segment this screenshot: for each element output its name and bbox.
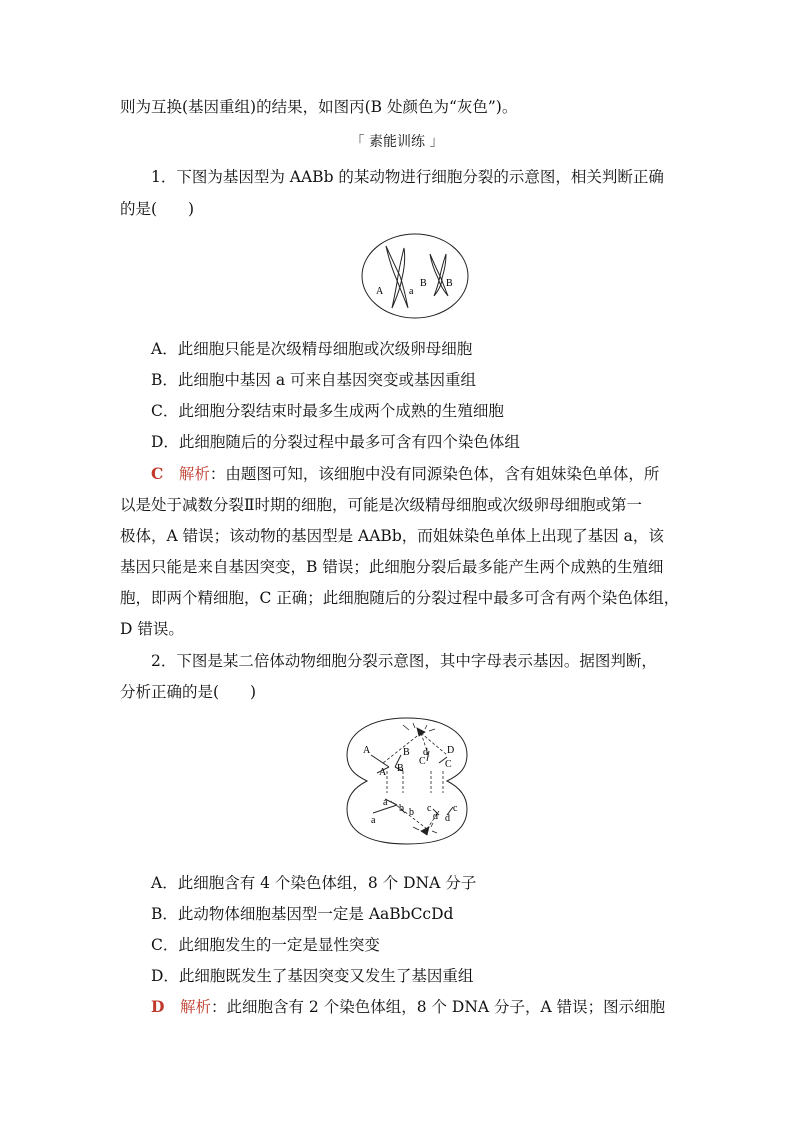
q2-top-label-1: A (363, 745, 371, 756)
q2-cell-figure (343, 715, 471, 847)
q2-stem-line-1: 2．下图是某二倍体动物细胞分裂示意图，其中字母表示基因。据图判断， (151, 652, 657, 670)
q1-option-d: D．此细胞随后的分裂过程中最多可含有四个染色体组 (151, 433, 520, 451)
q2-aster-bottom (413, 823, 437, 835)
q2-bottom-label-7: c (453, 803, 458, 814)
q2-top-label-2: B (403, 747, 410, 758)
q1-analysis-line-2: 以是处于减数分裂Ⅱ时期的细胞，可能是次级精母细胞或次级卵母细胞或第一 (120, 496, 643, 514)
q2-aster-top (403, 723, 435, 736)
q1-analysis-line-1: C 解析：由题图可知，该细胞中没有同源染色体，含有姐妹染色单体，所 (151, 464, 660, 483)
q1-label-B-left: B (420, 278, 427, 289)
q1-analysis-label: 解析 (178, 465, 210, 483)
q1-analysis-line-6: D 错误。 (120, 620, 184, 638)
q2-top-label-3: d (423, 747, 428, 758)
q1-stem-line-1: 1．下图为基因型为 AABb 的某动物进行细胞分裂的示意图，相关判断正确 (151, 168, 664, 186)
q2-analysis-label: 解析 (179, 998, 211, 1016)
q1-answer: C (151, 464, 164, 483)
q2-top-label-5: A (379, 767, 387, 778)
q2-top-label-8: C (445, 759, 452, 770)
q2-top-label-6: B (397, 763, 404, 774)
q1-label-a: a (409, 286, 414, 297)
q2-bottom-label-1: a (383, 797, 388, 808)
q1-cell-membrane (362, 234, 468, 318)
q1-analysis-line-5: 胞，即两个精细胞，C 正确；此细胞随后的分裂过程中最多可含有两个染色体组， (120, 589, 680, 607)
section-title: 「 素能训练 」 (350, 134, 444, 150)
q2-bottom-label-2: b (399, 803, 404, 814)
q2-bottom-label-8: d (445, 813, 450, 824)
q1-stem-line-2: 的是( ) (120, 200, 195, 218)
q2-cell-membrane (347, 718, 467, 844)
q1-label-B-right: B (446, 278, 453, 289)
q1-label-A: A (376, 286, 384, 297)
q2-option-d: D．此细胞既发生了基因突变又发生了基因重组 (151, 967, 474, 985)
q2-option-c: C．此细胞发生的一定是显性突变 (151, 936, 380, 954)
q2-stem-line-2: 分析正确的是( ) (120, 683, 257, 701)
q1-chromosome-left (386, 246, 408, 308)
q1-option-c: C．此细胞分裂结束时最多生成两个成熟的生殖细胞 (151, 402, 504, 420)
q2-bottom-label-5: b (409, 807, 414, 818)
q1-option-b: B．此细胞中基因 a 可来自基因突变或基因重组 (151, 371, 476, 389)
q1-analysis-line-4: 基因只能是来自基因突变，B 错误；此细胞分裂后最多能产生两个成熟的生殖细 (120, 558, 664, 576)
q2-option-b: B．此动物体细胞基因型一定是 AaBbCcDd (151, 905, 454, 923)
q2-analysis-line-1: D 解析：此细胞含有 2 个染色体组，8 个 DNA 分子，A 错误；图示细胞 (151, 997, 666, 1016)
q2-option-a: A．此细胞含有 4 个染色体组，8 个 DNA 分子 (151, 874, 477, 892)
q2-top-label-4: D (447, 745, 455, 756)
q1-chromosome-right (430, 254, 448, 296)
q1-analysis-line-3: 极体，A 错误；该动物的基因型是 AABb，而姐妹染色单体上出现了基因 a，该 (120, 527, 664, 545)
q1-option-a: A．此细胞只能是次级精母细胞或次级卵母细胞 (151, 340, 473, 358)
q2-bottom-label-4: a (371, 815, 376, 826)
q1-cell-figure (360, 232, 470, 320)
q2-bottom-label-3: c (427, 803, 432, 814)
q2-answer: D (151, 997, 165, 1016)
intro-line: 则为互换(基因重组)的结果，如图丙(B 处颜色为“灰色”)。 (120, 98, 518, 116)
q2-bottom-label-6: d (433, 811, 438, 822)
q2-top-label-7: C (419, 756, 426, 767)
